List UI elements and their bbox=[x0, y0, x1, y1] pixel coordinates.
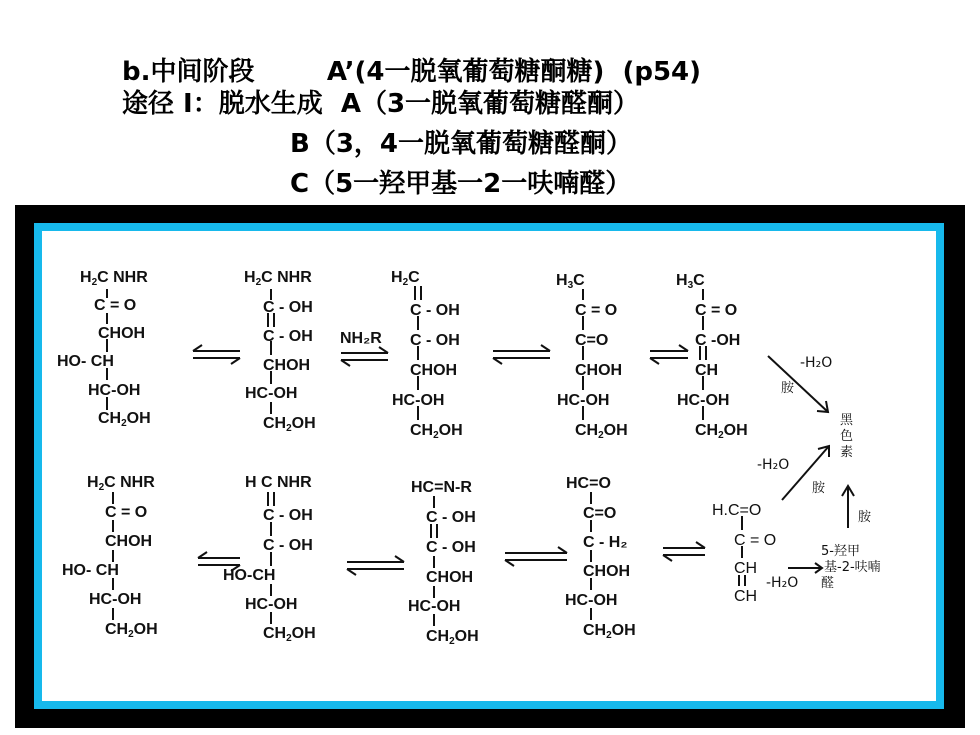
top-m2-line-a: $H_2C$ NHR bbox=[244, 269, 312, 288]
title-line-2: 途径 I：脱水生成 A（3一脱氧葡萄糖醛酮） bbox=[122, 89, 640, 119]
top-m2-line-b: C - OH bbox=[263, 299, 313, 316]
title-line-3: B（3，4一脱氧葡萄糖醛酮） bbox=[290, 129, 632, 159]
top-m5-line-c: C -OH bbox=[695, 332, 741, 349]
top-m1-line-d: HO- CH bbox=[57, 353, 114, 370]
top-m3-line-b: C - OH bbox=[410, 302, 460, 319]
top-m3-line-e: HC-OH bbox=[392, 392, 445, 409]
bottom-m4-line-b: C=O bbox=[583, 505, 617, 522]
top-m4-line-d: CHOH bbox=[575, 362, 623, 379]
top-m1-line-e: HC-OH bbox=[88, 382, 141, 399]
top-m2-line-e: HC-OH bbox=[245, 385, 298, 402]
top-m4-line-e: HC-OH bbox=[557, 392, 610, 409]
minus-water-label-3: -H₂O bbox=[766, 575, 799, 591]
hmf-label-line-2: 基-2-呋喃 bbox=[824, 560, 881, 575]
top-m5-line-a: $H_3C$ bbox=[676, 272, 705, 291]
top-m2-line-c: C - OH bbox=[263, 328, 313, 345]
top-m1-line-f: $CH_2OH$ bbox=[98, 410, 151, 429]
bottom-m4-line-d: CHOH bbox=[583, 563, 631, 580]
bottom-m3-line-e: HC-OH bbox=[408, 598, 461, 615]
bottom-m4-line-c: C - H₂ bbox=[583, 534, 628, 551]
top-m2-line-d: CHOH bbox=[263, 357, 311, 374]
hmf-label-line-3: 醛 bbox=[821, 576, 835, 591]
bottom-m2-line-a: H C NHR bbox=[245, 474, 312, 491]
top-m4-line-f: $CH_2OH$ bbox=[575, 422, 628, 441]
bottom-m5-line-c: CH bbox=[734, 560, 758, 577]
top-m4-line-a: $H_3C$ bbox=[556, 272, 585, 291]
bottom-m1-line-b: C = O bbox=[105, 504, 148, 521]
bottom-m3-line-c: C - OH bbox=[426, 539, 476, 556]
top-m5-line-f: $CH_2OH$ bbox=[695, 422, 748, 441]
bottom-m4-line-e: HC-OH bbox=[565, 592, 618, 609]
top-m1-line-c: CHOH bbox=[98, 325, 146, 342]
top-m5-line-d: CH bbox=[695, 362, 719, 379]
bottom-m1-line-c: CHOH bbox=[105, 533, 153, 550]
bottom-m4-line-a: HC=O bbox=[566, 475, 611, 492]
bottom-m1-line-f: $CH_2OH$ bbox=[105, 621, 158, 640]
amine-label-2: 胺 bbox=[812, 481, 826, 496]
top-m4-line-c: C=O bbox=[575, 332, 609, 349]
bottom-m4-line-f: $CH_2OH$ bbox=[583, 622, 636, 641]
bottom-m2-line-b: C - OH bbox=[263, 507, 313, 524]
bottom-m3-line-d: CHOH bbox=[426, 569, 474, 586]
top-m5-line-e: HC-OH bbox=[677, 392, 730, 409]
top-m3-line-a: $H_2C$ bbox=[391, 269, 420, 288]
top-m3-line-f: $CH_2OH$ bbox=[410, 422, 463, 441]
minus-water-label-2: -H₂O bbox=[757, 457, 790, 473]
top-m3-line-c: C - OH bbox=[410, 332, 460, 349]
bottom-m5-line-b: C = O bbox=[734, 532, 777, 549]
bottom-m1-line-a: $H_2C$ NHR bbox=[87, 474, 155, 493]
bottom-m2-line-d: HO-CH bbox=[223, 567, 276, 584]
bottom-m3-line-b: C - OH bbox=[426, 509, 476, 526]
bottom-m5-line-d: CH bbox=[734, 588, 758, 605]
top-m2-line-f: $CH_2OH$ bbox=[263, 415, 316, 434]
amine-label-1: 胺 bbox=[781, 381, 795, 396]
top-m5-line-b: C = O bbox=[695, 302, 738, 319]
bottom-m1-line-d: HO- CH bbox=[62, 562, 119, 579]
hmf-label-line-1: 5-羟甲 bbox=[821, 544, 860, 559]
bottom-m5-line-a: H.C=O bbox=[712, 502, 762, 519]
melanoidin-char-3: 素 bbox=[840, 445, 854, 460]
bottom-m3-line-a: HC=N-R bbox=[411, 479, 472, 496]
melanoidin-char-1: 黑 bbox=[840, 413, 854, 428]
bottom-m1-line-e: HC-OH bbox=[89, 591, 142, 608]
top-m1-line-a: $H_2C$ NHR bbox=[80, 269, 148, 288]
top-m4-line-b: C = O bbox=[575, 302, 618, 319]
melanoidin-char-2: 色 bbox=[840, 429, 854, 444]
title-line-4: C（5一羟甲基一2一呋喃醛） bbox=[290, 169, 632, 199]
bottom-m2-line-f: $CH_2OH$ bbox=[263, 625, 316, 644]
bottom-m2-line-e: HC-OH bbox=[245, 596, 298, 613]
top-m3-line-d: CHOH bbox=[410, 362, 458, 379]
top-m1-line-b: C = O bbox=[94, 297, 137, 314]
reagent-label: NH₂R bbox=[340, 330, 382, 347]
title-line-1: b.中间阶段 A’(4一脱氧葡萄糖酮糖) (p54) bbox=[122, 57, 702, 87]
bottom-m3-line-f: $CH_2OH$ bbox=[426, 628, 479, 647]
amine-label-3: 胺 bbox=[858, 510, 872, 525]
minus-water-label-1: -H₂O bbox=[800, 355, 833, 371]
bottom-m2-line-c: C - OH bbox=[263, 537, 313, 554]
